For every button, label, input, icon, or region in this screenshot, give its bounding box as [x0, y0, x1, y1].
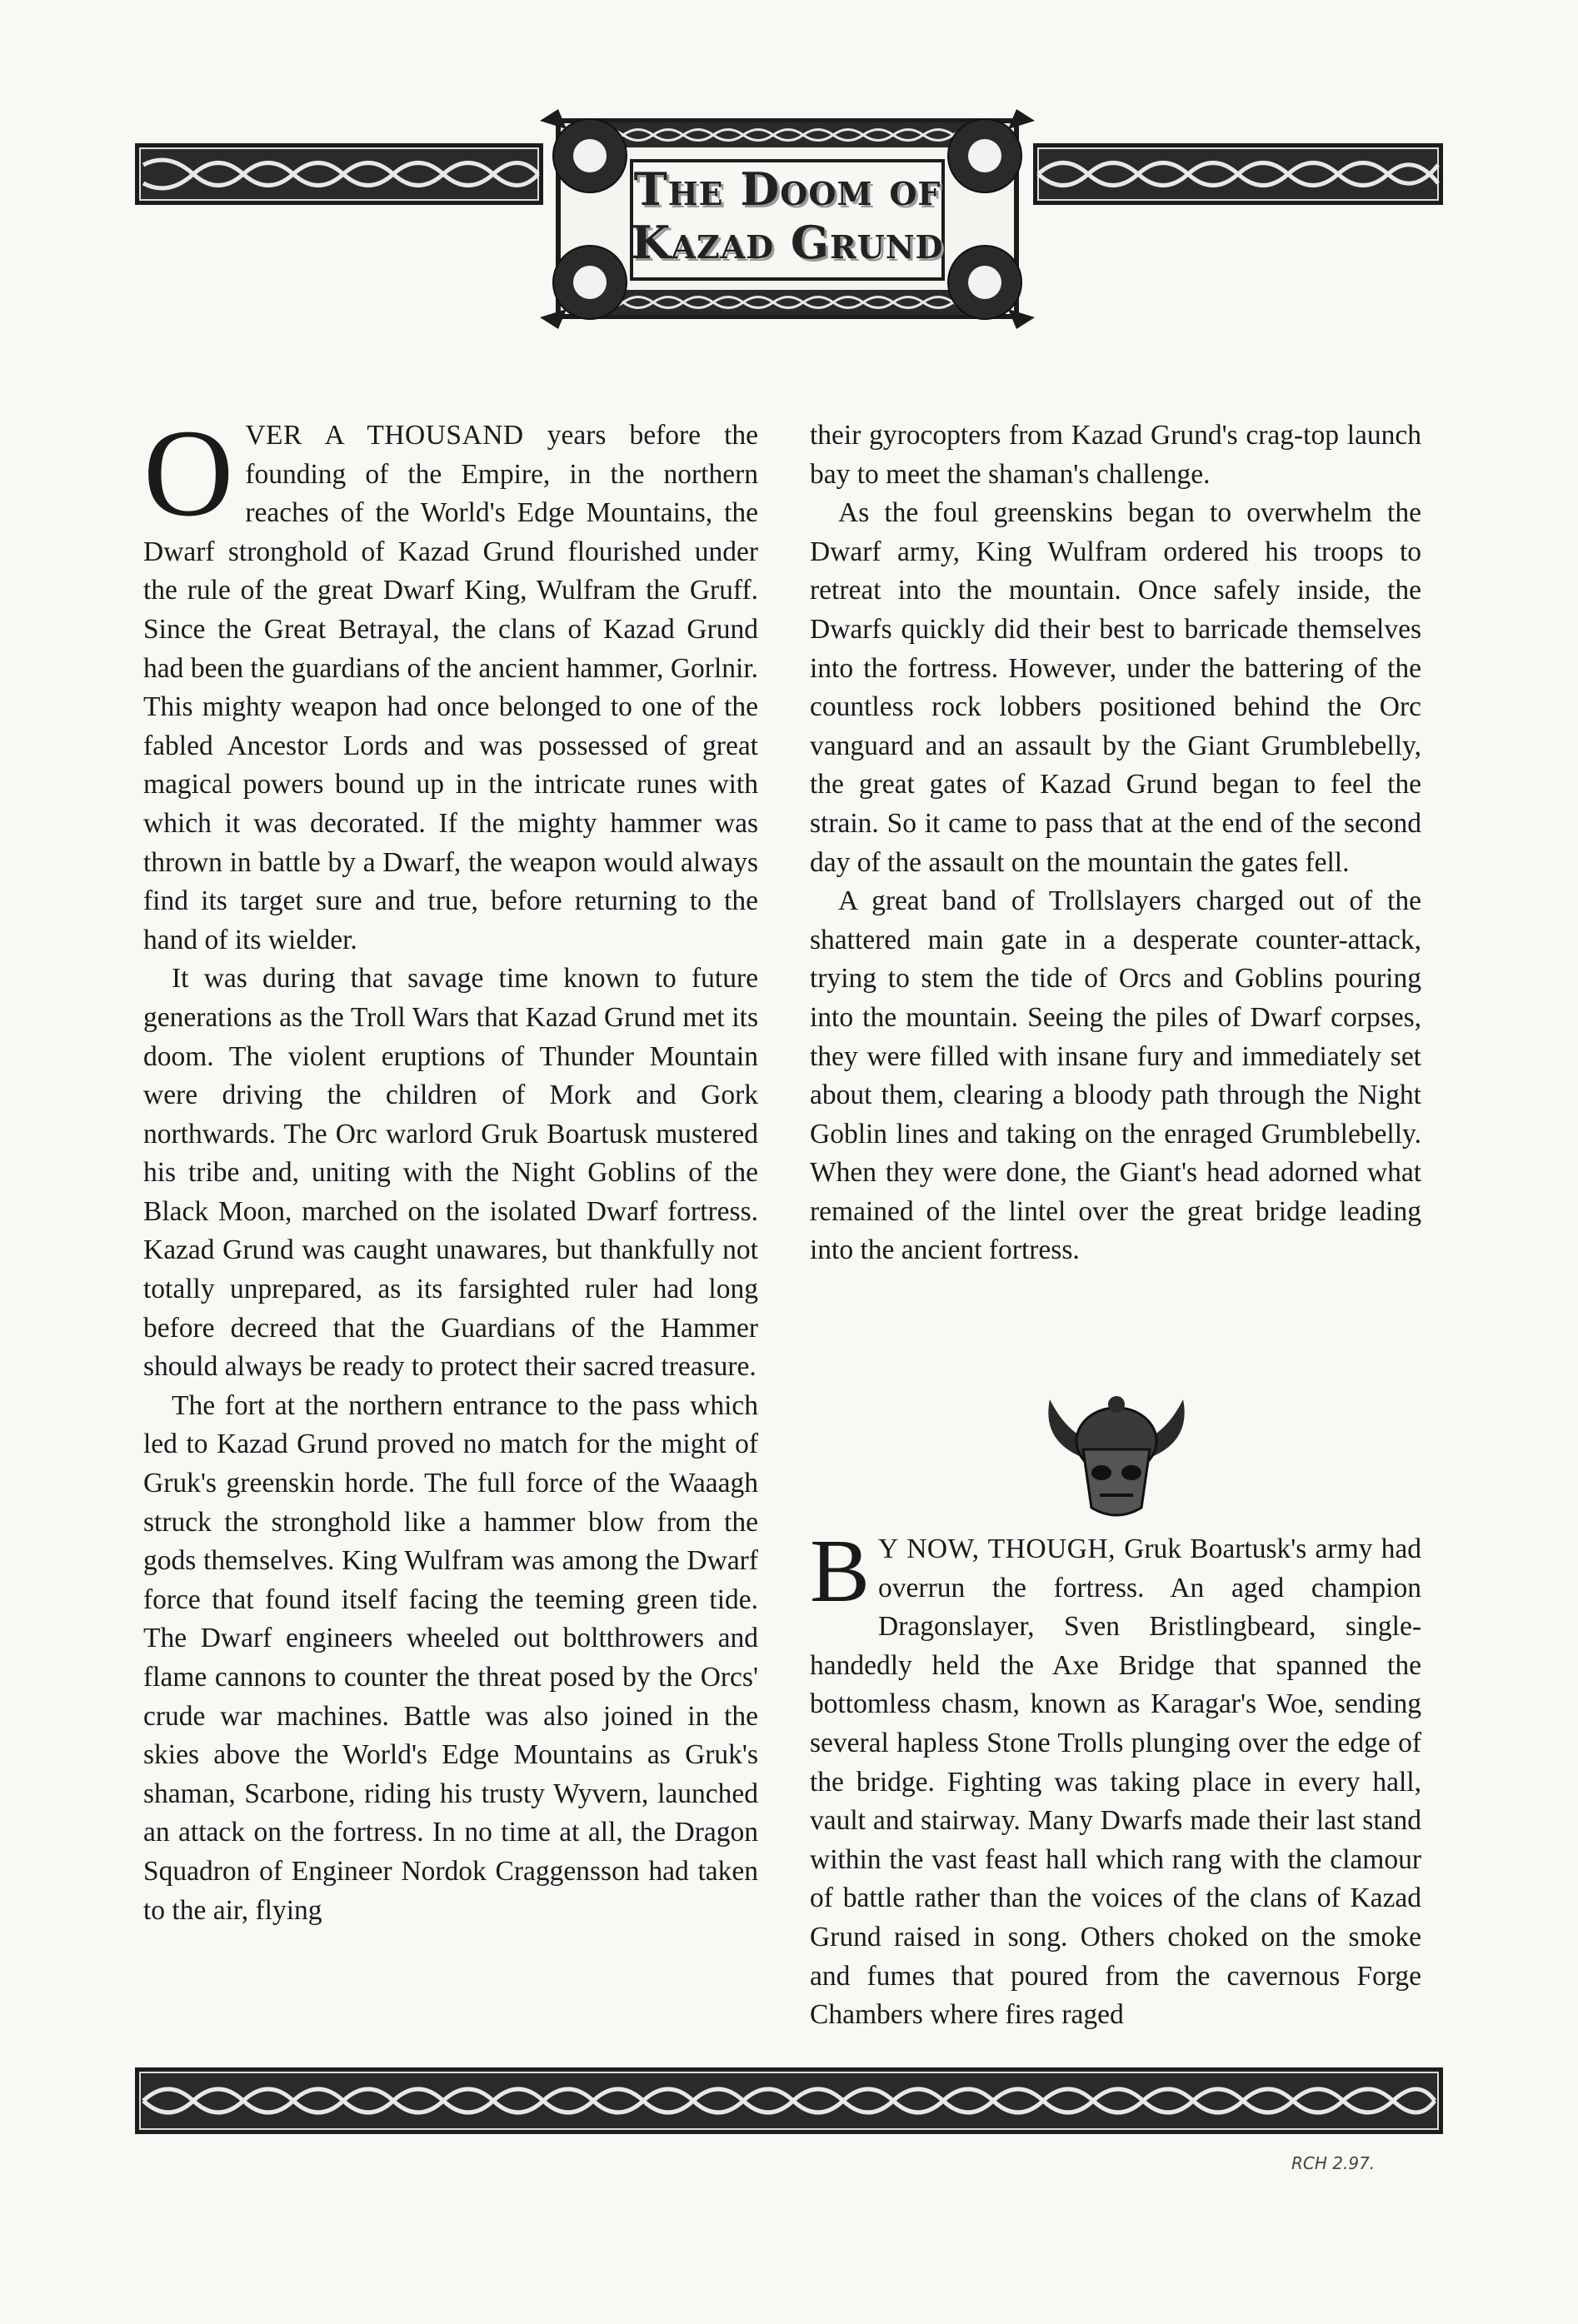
text-column-right [810, 416, 1421, 2035]
page-title [583, 162, 991, 269]
paragraph: The fort at the northern entrance to the pass which led to Kazad Grund proved no match for the might of Gruk's greenskin horde. The full force of the Waaagh struck the stronghold like a hammer blow from the gods themselves. King Wulfram was among the Dwarf force that found itself facing the teeming green tide. The Dwarf engineers wheeled out boltthrowers and flame cannons to counter the threat posed by the Orcs' crude war machines. Battle was also joined in the skies above the World's Edge Mountains as Gruk's shaman, Scarbone, riding his trusty Wyvern, launched an attack on the fortress. In no time at all, the Dragon Squadron of Engineer Nordok Craggensson had taken to the air, flying [143, 1389, 758, 1926]
text-column-left [143, 404, 759, 1930]
dropcap: B [810, 1522, 871, 1622]
paragraph-text: Gruk Boartusk's army had overrun the fortress. An aged champion Dragonslayer, Sven Bristlingbeard, single-handedly held the Axe Bridge that spanned the bottomless chasm, known as Karagar's Woe, sending several hapless Stone Trolls plunging over the edge of the bridge. Fighting was taking place in every hall, vault and stairway. Many Dwarfs made their last stand within the vast feast hall which rang with the clamour of battle rather than the voices of the clans of Kazad Grund raised in song. Others choked on the smoke and fumes that poured from the cavernous Forge Chambers where fires raged [810, 1534, 1421, 2031]
header-knot-band-right [1033, 143, 1443, 205]
dropcap: O [143, 404, 234, 542]
paragraph [143, 404, 759, 960]
paragraph-text: years before the founding of the Empire, in the northern reaches of the World's Edge Mountains, the Dwarf stronghold of Kazad Grund flourished under the rule of the great Dwarf King, Wulfram the Gruff. Since the Great Betrayal, the clans of Kazad Grund had been the guardians of the ancient hammer, Gorlnir. This mighty weapon had once belonged to one of the fabled Ancestor Lords and was possessed of great magical powers bound up in the intricate runes with which it was decorated. If the mighty hammer was thrown in battle by a Dwarf, the weapon would always find its target sure and true, before returning to the hand of its wielder. [143, 420, 759, 955]
lead-in: VER A THOUSAND [245, 420, 524, 451]
paragraph: their gyrocopters from Kazad Grund's crag-top launch bay to meet the shaman's challenge. [810, 420, 1421, 490]
paragraph: It was during that savage time known to future generations as the Troll Wars that Kazad Grund met its doom. The violent eruptions of Thunder Mountain were driving the children of Mork and Gork northwards. The Orc warlord Gruk Boartusk mustered his tribe and, uniting with the Night Goblins of the Black Moon, marched on the isolated Dwarf fortress. Kazad Grund was caught unawares, but thankfully not totally unprepared, as its farsighted ruler had long before decreed that the Guardians of the Hammer should always be ready to protect their sacred treasure. [143, 963, 758, 1383]
header-knot-band-left [135, 143, 543, 205]
paragraph [810, 1522, 1421, 2035]
horned-skull-icon [1033, 1383, 1200, 1524]
lead-in: Y NOW, THOUGH, [878, 1534, 1116, 1565]
paragraph: A great band of Trollslayers charged out of the shattered main gate in a desperate counter-attack, trying to stem the tide of Orcs and Goblins pouring into the mountain. Seeing the piles of Dwarf corpses, they were filled with insane fury and immediately set about them, clearing a bloody path through the Night Goblin lines and taking on the enraged Grumblebelly. When they were done, the Giant's head adorned what remained of the lintel over the great bridge leading into the ancient fortress. [810, 885, 1421, 1266]
footer-knot-band [135, 2067, 1443, 2134]
artist-signature: RCH 2.97. [1291, 2153, 1376, 2173]
paragraph: As the foul greenskins began to overwhelm the Dwarf army, King Wulfram ordered his troops to retreat into the mountain. Once safely inside, the Dwarfs quickly did their best to barricade themselves into the fortress. However, under the battering of the countless rock lobbers positioned behind the Orc vanguard and an assault by the Giant Grumblebelly, the great gates of Kazad Grund began to feel the strain. So it came to pass that at the end of the second day of the assault on the mountain the gates fell. [810, 497, 1421, 878]
title-line-1: The Doom of [633, 162, 941, 216]
title-line-2: Kazad Grund [631, 216, 944, 269]
